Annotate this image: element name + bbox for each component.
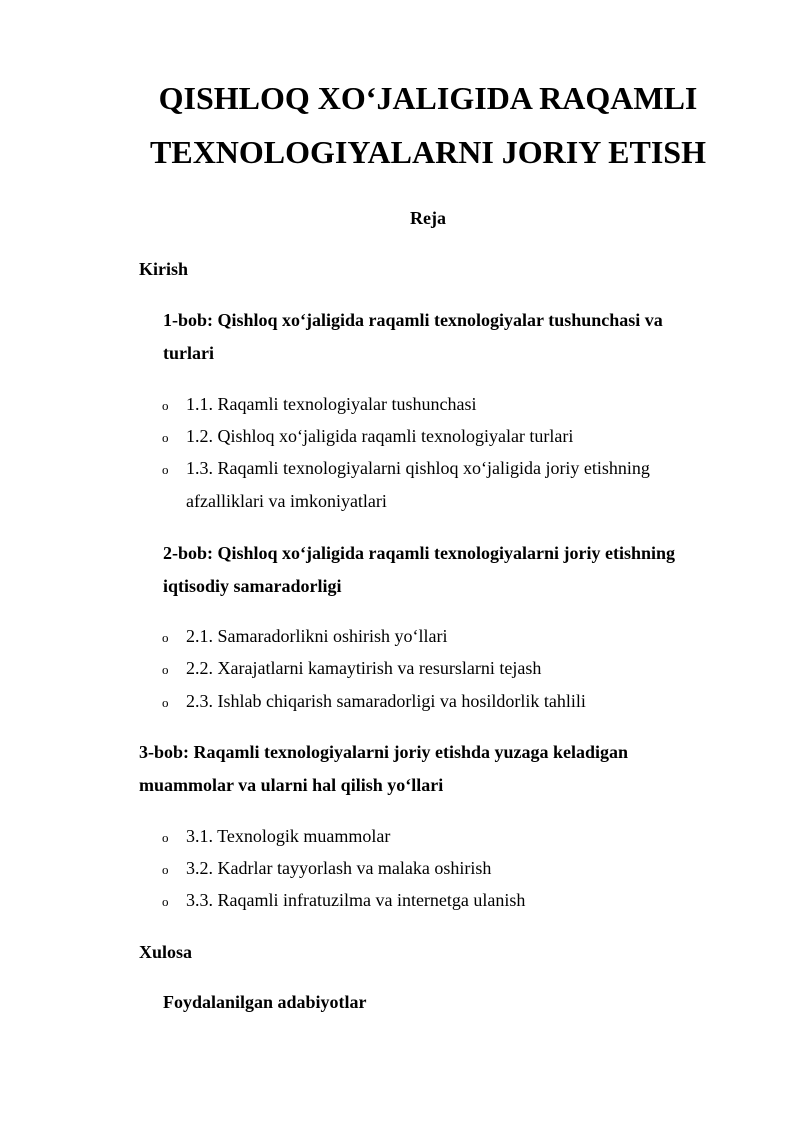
list-item	[162, 884, 526, 917]
bullet-icon: o	[162, 830, 169, 845]
list-item-text: 3.3. Raqamli infratuzilma va internetga ulanish	[186, 890, 526, 910]
list-item-text: 1.1. Raqamli texnologiyalar tushunchasi	[186, 394, 477, 414]
list-item	[162, 420, 574, 453]
list-item	[162, 852, 492, 885]
references-heading: Foydalanilgan adabiyotlar	[163, 992, 367, 1012]
chapter-3-heading-line-1: 3-bob: Raqamli texnologiyalarni joriy etishda yuzaga keladigan	[139, 742, 629, 762]
list-item	[162, 685, 586, 718]
bullet-icon: o	[162, 862, 169, 877]
chapter-2-heading-line-2: iqtisodiy samaradorligi	[163, 576, 342, 596]
list-item	[162, 452, 650, 485]
list-item-text: 2.3. Ishlab chiqarish samaradorligi va hosildorlik tahlili	[186, 691, 586, 711]
chapter-1-heading-line-1: 1-bob: Qishloq xo‘jaligida raqamli texnologiyalar tushunchasi va	[163, 310, 663, 330]
chapter-2-heading-line-1: 2-bob: Qishloq xo‘jaligida raqamli texnologiyalarni joriy etishning	[163, 543, 676, 563]
chapter-1-heading-line-2: turlari	[163, 343, 214, 363]
bullet-icon: o	[162, 398, 169, 413]
list-item	[162, 388, 477, 421]
bullet-icon: o	[162, 462, 169, 477]
list-item-text: 3.1. Texnologik muammolar	[186, 826, 391, 846]
intro-heading: Kirish	[139, 259, 189, 279]
list-item-text: 2.1. Samaradorlikni oshirish yo‘llari	[186, 626, 448, 646]
chapter-3-heading-line-2: muammolar va ularni hal qilish yo‘llari	[139, 775, 444, 795]
list-item-text: 1.3. Raqamli texnologiyalarni qishloq xo‘jaligida joriy etishning	[186, 458, 650, 478]
list-item-text: 3.2. Kadrlar tayyorlash va malaka oshirish	[186, 858, 492, 878]
list-item-text: 1.2. Qishloq xo‘jaligida raqamli texnologiyalar turlari	[186, 426, 574, 446]
bullet-icon: o	[162, 695, 169, 710]
bullet-icon: o	[162, 894, 169, 909]
conclusion-heading: Xulosa	[139, 942, 193, 962]
bullet-icon: o	[162, 430, 169, 445]
plan-heading: Reja	[410, 208, 446, 228]
list-item	[162, 652, 542, 685]
list-item	[162, 620, 448, 653]
list-item-continuation: afzalliklari va imkoniyatlari	[186, 491, 387, 511]
list-item	[162, 820, 391, 853]
bullet-icon: o	[162, 662, 169, 677]
document-title-line-1: QISHLOQ XO‘JALIGIDA RAQAMLI	[158, 80, 698, 116]
document-title-line-2: TEXNOLOGIYALARNI JORIY ETISH	[150, 134, 706, 170]
bullet-icon: o	[162, 630, 169, 645]
list-item-text: 2.2. Xarajatlarni kamaytirish va resurslarni tejash	[186, 658, 542, 678]
